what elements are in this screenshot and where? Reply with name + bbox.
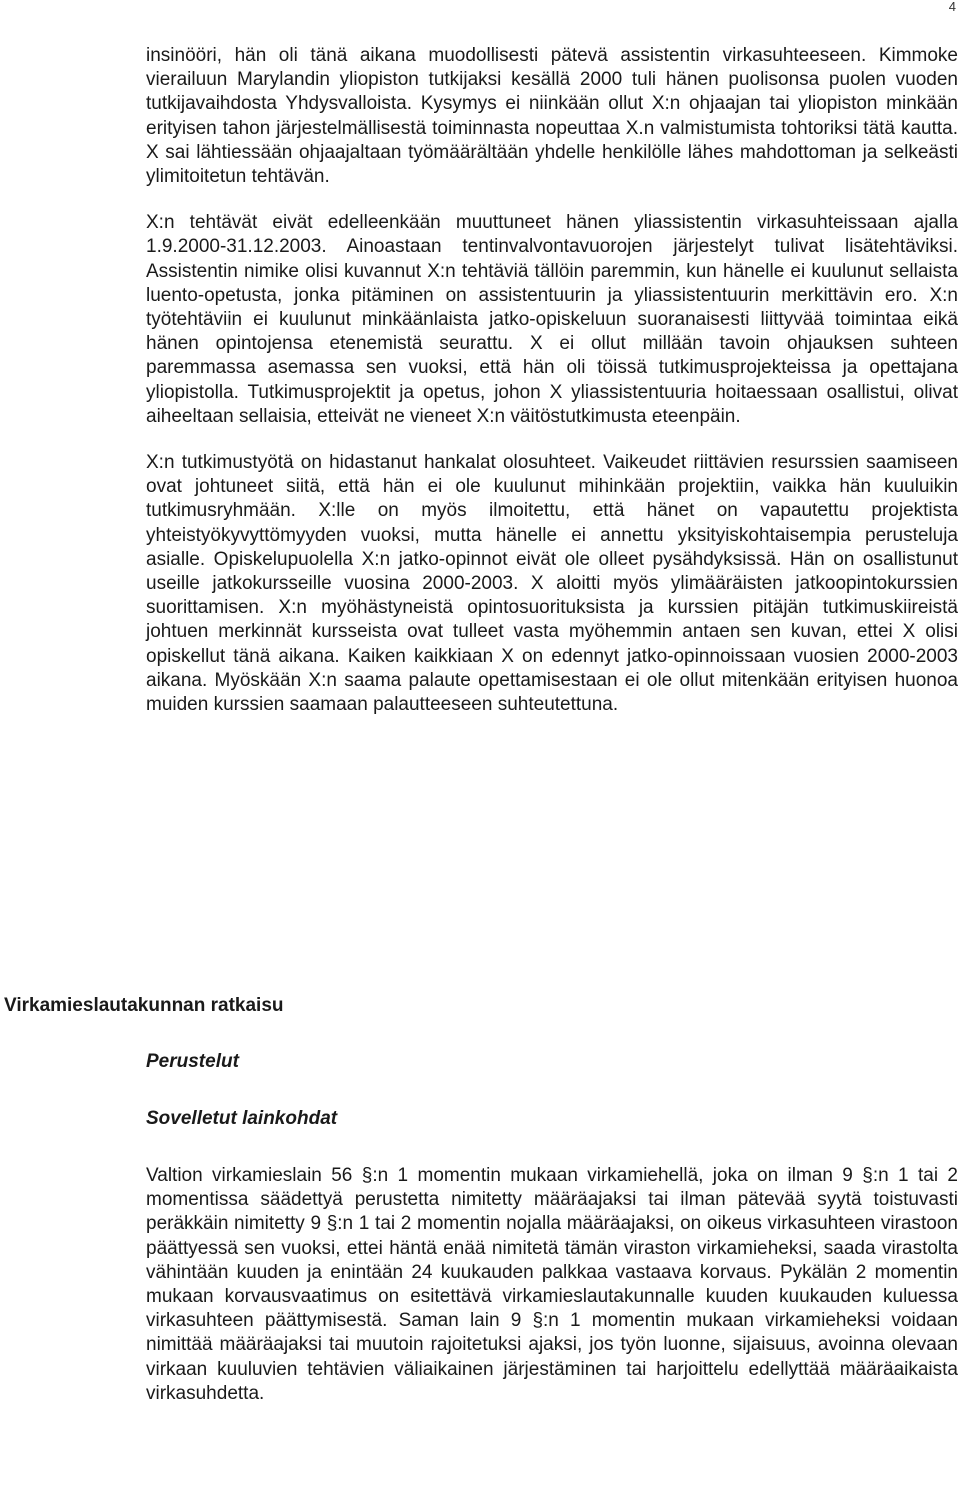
document-body	[146, 44, 958, 717]
subsubheading: Sovelletut lainkohdat	[146, 1108, 338, 1129]
body-paragraph-1: insinööri, hän oli tänä aikana muodollisesti pätevä assistentin virkasuhteeseen. Kimmoke vierailuun Marylandin yliopiston tutkijaksi kesällä 2000 tuli hänen puolisonsa puolen vuoden tutkijavaihdosta Yhdysvalloista. Kysymys ei niinkään ollut X:n ohjaajan tai yliopiston minkään erityisen tahon järjestelmällisestä toiminnasta nopeuttaa X.n valmistumista tohtoriksi tätä kautta. X sai lähtiessään ohjaajaltaan työmäärältään yhdelle henkilölle lähes mahdottoman ja selkeästi ylimitoitetun tehtävän.	[146, 45, 958, 188]
subheading: Perustelut	[146, 1051, 239, 1072]
body-paragraph-2: X:n tehtävät eivät edelleenkään muuttuneet hänen yliassistentin virkasuhteissaan ajalla 1.9.2000-31.12.2003. Ainoastaan tentinvalvontavuorojen järjestelyt tulivat lisätehtäviksi. Assistentin nimike olisi kuvannut X:n tehtäviä tällöin paremmin, kun hänelle ei kuulunut sellaista luento-opetusta, jonka pitäminen on assistentuurin ja yliassistentuurin merkittävin ero. X:n työtehtäviin ei kuulunut minkäänlaista jatko-opiskeluun suoranaisesti liittyvää toimintaa eikä hänen opintojensa etenemistä seurattu. X ei ollut millään tavoin ohjauksen suhteen paremmassa asemassa sen vuoksi, että hän oli töissä tutkimusprojekteissa ja opettajana yliopistolla. Tutkimusprojektit ja opetus, johon X yliassistentuuria hoitaessaan osallistui, olivat aiheeltaan sellaisia, etteivät ne vieneet X:n väitöstutkimusta eteenpäin.	[146, 212, 958, 427]
page-number: 4	[948, 0, 956, 14]
body-paragraph-3: X:n tutkimustyötä on hidastanut hankalat olosuhteet. Vaikeudet riittävien resurssien saamiseen ovat johtuneet siitä, että hän ei ole kuulunut mihinkään projektiin, vaikka hän kuuluikin tutkimusryhmään. X:lle on myös ilmoitettu, että hänet on vapautettu projektista yhteistyökyvyttömyyden vuoksi, mutta hänelle ei annettu yksityiskohtaisempia perusteluja asialle. Opiskelupuolella X:n jatko-opinnot eivät ole olleet pysähdyksissä. Hän on osallistunut useille jatkokursseille vuosina 2000-2003. X aloitti myös ylimääräisten jatkoopintokurssien suorittamisen. X:n myöhästyneistä opintosuorituksista ja kurssien pitäjän tutkimuskiireistä johtuen merkinnät kursseista ovat tulleet vasta myöhemmin antaen sen kuvan, ettei X olisi opiskellut tänä aikana. Kaiken kaikkiaan X on edennyt jatko-opinnoissaan vuosien 2000-2003 aikana. Myöskään X:n saama palaute opettamisestaan ei ole ollut mitenkään erityisen huonoa muiden kurssien saamaan palautteeseen suhteutettuna.	[146, 452, 958, 716]
law-paragraph: Valtion virkamieslain 56 §:n 1 momentin mukaan virkamiehellä, joka on ilman 9 §:n 1 tai 2 momentissa säädettyä perustetta nimitetty määräajaksi tai ilman pätevää syytä toistuvasti peräkkäin nimitetty 9 §:n 1 tai 2 momentin nojalla määräajaksi, on oikeus virkasuhteen virastoon päättyessä sen vuoksi, ettei häntä enää nimitetä tämän viraston virkamieheksi, saada virastolta vähintään kuuden ja enintään 24 kuukauden palkkaa vastaava korvaus. Pykälän 2 momentin mukaan korvausvaatimus on esitettävä virkamieslautakunnalle kuuden kuukauden kuluessa virkasuhteen päättymisestä. Saman lain 9 §:n 1 momentin mukaan virkamieheksi voidaan nimittää määräajaksi tai muutoin rajoitetuksi ajaksi, jos työn luonne, sijaisuus, avoinna olevaan virkaan kuuluvien tehtävien väliaikainen järjestäminen tai harjoittelu edellyttää määräaikaista virkasuhdetta.	[146, 1165, 958, 1404]
section-heading: Virkamieslautakunnan ratkaisu	[4, 995, 284, 1016]
